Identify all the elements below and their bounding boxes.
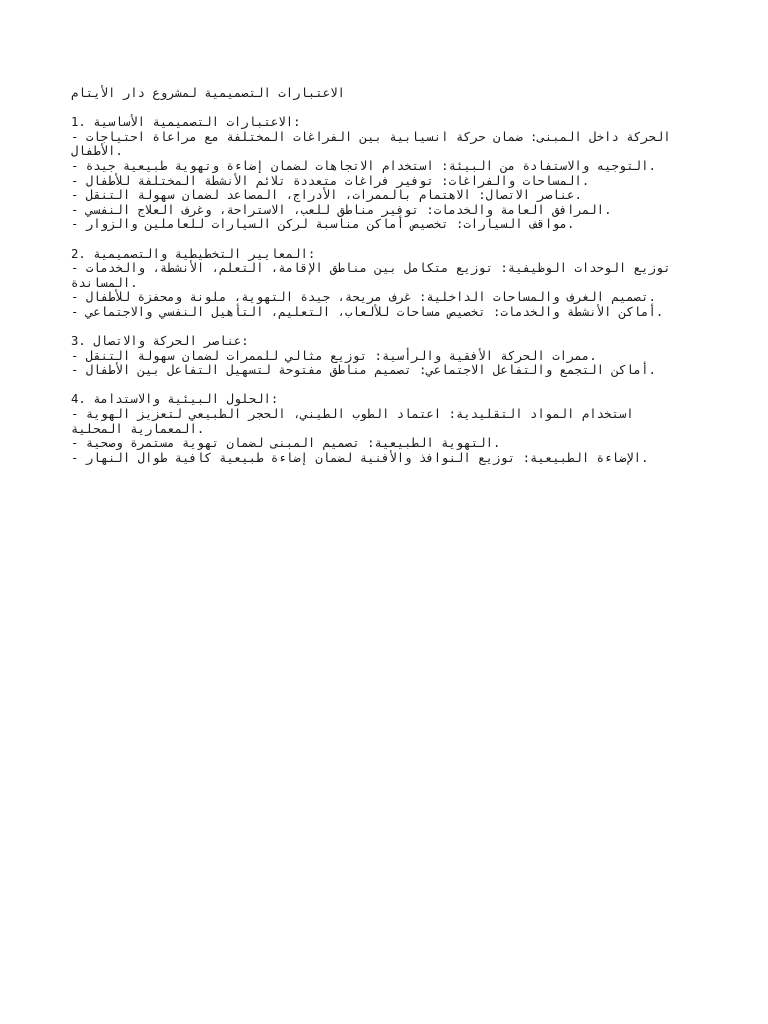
list-item: - الإضاءة الطبيعية: توزيع النوافذ والأفنية لضمان إضاءة طبيعية كافية طوال النهار. xyxy=(71,450,649,465)
section-heading: 3. عناصر الحركة والاتصال: xyxy=(71,334,249,349)
list-item: - أماكن الأنشطة والخدمات: تخصيص مساحات للألعاب، التعليم، التأهيل النفسي والاجتماعي. xyxy=(71,304,664,319)
list-item: - تصميم الغرف والمساحات الداخلية: غرف مريحة، جيدة التهوية، ملونة ومحفزة للأطفال. xyxy=(71,290,656,305)
list-item: - الحركة داخل المبنى: ضمان حركة انسيابية بين الفراغات المختلفة مع مراعاة احتياجات الأطفال. xyxy=(71,129,671,159)
section-heading: 4. الحلول البيئية والاستدامة: xyxy=(71,392,279,407)
list-item: - المرافق العامة والخدمات: توفير مناطق للعب، الاستراحة، وغرف العلاج النفسي. xyxy=(71,202,612,217)
list-item: - مواقف السيارات: تخصيص أماكن مناسبة لركن السيارات للعاملين والزوار. xyxy=(71,217,575,232)
section-4 xyxy=(71,392,691,465)
list-item: - عناصر الاتصال: الاهتمام بالممرات، الأدراج، المصاعد لضمان سهولة التنقل. xyxy=(71,188,582,203)
section-1 xyxy=(71,115,691,232)
section-2 xyxy=(71,247,691,320)
section-heading: 2. المعايير التخطيطية والتصميمية: xyxy=(71,246,316,261)
document-title: الاعتبارات التصميمية لمشروع دار الأيتام xyxy=(71,86,345,100)
list-item: - توزيع الوحدات الوظيفية: توزيع متكامل بين مناطق الإقامة، التعلم، الأنشطة، والخدمات المساندة. xyxy=(71,261,671,290)
list-item: - استخدام المواد التقليدية: اعتماد الطوب الطيني، الحجر الطبيعي لتعزيز الهوية المعمارية المحلية. xyxy=(71,407,634,436)
spacer xyxy=(71,232,691,247)
spacer xyxy=(71,378,691,393)
list-item: - التهوية الطبيعية: تصميم المبنى لضمان تهوية مستمرة وصحية. xyxy=(71,436,501,451)
list-item: - أماكن التجمع والتفاعل الاجتماعي: تصميم مناطق مفتوحة لتسهيل التفاعل بين الأطفال. xyxy=(71,363,656,378)
spacer xyxy=(71,101,691,116)
section-heading: 1. الاعتبارات التصميمية الأساسية: xyxy=(71,115,301,130)
list-item: - المساحات والفراغات: توفير فراغات متعددة تلائم الأنشطة المختلفة للأطفال. xyxy=(71,173,590,188)
list-item: - ممرات الحركة الأفقية والرأسية: توزيع مثالي للممرات لضمان سهولة التنقل. xyxy=(71,348,597,363)
list-item: - التوجيه والاستفادة من البيئة: استخدام الاتجاهات لضمان إضاءة وتهوية طبيعية جيدة. xyxy=(71,158,656,173)
section-3 xyxy=(71,334,691,378)
spacer xyxy=(71,320,691,335)
document-page xyxy=(71,86,691,465)
